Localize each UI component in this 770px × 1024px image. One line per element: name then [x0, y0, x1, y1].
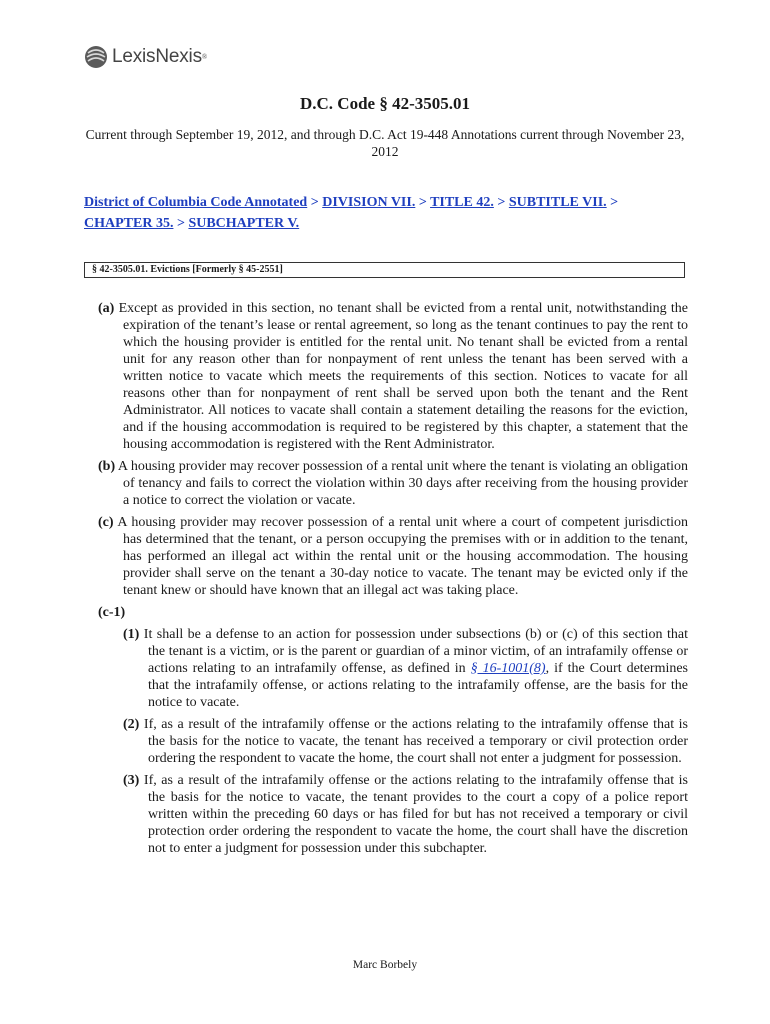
subparagraph-label: (1): [123, 627, 140, 642]
paragraph-label: (c): [98, 515, 114, 530]
section-heading: § 42-3505.01. Evictions [Formerly § 45-2551]: [84, 262, 685, 278]
breadcrumb-separator: >: [497, 195, 506, 210]
paragraph-a: [98, 300, 688, 453]
breadcrumb-item-subchapter[interactable]: SUBCHAPTER V.: [188, 216, 300, 231]
subparagraph-text-continued: , if the Court determines that the intrafamily offense, or actions relating to the intrafamily offense, are the basis for the notice to vacate.: [148, 661, 689, 710]
paragraph-label: (c-1): [98, 605, 126, 620]
statute-body: [98, 300, 688, 862]
paragraph-label: (b): [98, 459, 116, 474]
breadcrumb-item-dc-code[interactable]: District of Columbia Code Annotated: [84, 195, 308, 210]
paragraph-label: (a): [98, 301, 115, 316]
breadcrumb-separator: >: [418, 195, 427, 210]
subparagraph-text: If, as a result of the intrafamily offense or the actions relating to the intrafamily offense that is the basis for the notice to vacate, the tenant has received a temporary or civil protection order ordering the respondent to vacate the home, the court shall not enter a judgment for possession.: [143, 717, 688, 766]
breadcrumb-item-chapter[interactable]: CHAPTER 35.: [84, 216, 174, 231]
breadcrumb-item-title[interactable]: TITLE 42.: [430, 195, 494, 210]
subparagraph-text: If, as a result of the intrafamily offense or the actions relating to the intrafamily offense that is the basis for the notice to vacate, the tenant provides to the court a copy of a police report written within the preceding 60 days or has filed for but has not received a temporary or civil protection order ordering the respondent to vacate the home, the court shall have the discretion not to enter a judgment for possession under this subchapter.: [143, 773, 688, 856]
paragraph-text: A housing provider may recover possession of a rental unit where the tenant is violating an obligation of tenancy and fails to correct the violation within 30 days after receiving from the housing provider a notice to correct the violation or vacate.: [117, 459, 689, 508]
lexisnexis-globe-icon: [84, 45, 108, 69]
breadcrumb-separator: >: [610, 195, 619, 210]
paragraph-text: Except as provided in this section, no tenant shall be evicted from a rental unit, notwithstanding the expiration of the tenant’s lease or rental agreement, so long as the tenant continues to pay the rent to which the housing provider is entitled for the rental unit. No tenant shall be evicted from a rental unit for any reason other than for nonpayment of rent unless the tenant has been served with a written notice to vacate which meets the requirements of this section. Notices to vacate for all reasons other than for nonpayment of rent shall be served upon both the tenant and the Rent Administrator. All notices to vacate shall contain a statement detailing the reasons for the eviction, and if the housing accommodation is required to be registered by this chapter, a statement that the housing accommodation is registered with the Rent Administrator.: [118, 301, 688, 452]
paragraph-text: A housing provider may recover possession of a rental unit where a court of competent jurisdiction has determined that the tenant, or a person occupying the premises with or in addition to the tenant, has performed an illegal act within the rental unit or the housing accommodation. The housing provider shall serve on the tenant a 30-day notice to vacate. The tenant may be evicted only if the tenant knew or should have known that an illegal act was taking place.: [117, 515, 688, 598]
paragraph-b: [98, 458, 688, 509]
subparagraph-label: (3): [123, 773, 140, 788]
subparagraph-label: (2): [123, 717, 140, 732]
document-title: D.C. Code § 42-3505.01: [300, 94, 470, 113]
paragraph-c-1: [98, 604, 688, 621]
breadcrumb: [84, 192, 684, 234]
breadcrumb-item-subtitle[interactable]: SUBTITLE VII.: [508, 195, 607, 210]
lexisnexis-logo: [84, 44, 207, 70]
breadcrumb-separator: >: [310, 195, 319, 210]
currency-statement: Current through September 19, 2012, and through D.C. Act 19-448 Annotations current through November 23, 2012: [85, 127, 685, 159]
statute-link-16-1001[interactable]: § 16-1001(8): [470, 661, 546, 676]
subparagraph-3: [123, 772, 688, 857]
subparagraph-1: [123, 626, 688, 711]
paragraph-c: [98, 514, 688, 599]
subparagraph-2: [123, 716, 688, 767]
breadcrumb-separator: >: [176, 216, 185, 231]
page-footer: Marc Borbely: [352, 959, 418, 971]
paragraph-c-1-subitems: [98, 626, 688, 857]
brand-reg-mark: ®: [201, 53, 208, 61]
breadcrumb-item-division[interactable]: DIVISION VII.: [322, 195, 416, 210]
subparagraph-text: It shall be a defense to an action for possession under subsections (b) or (c) of this section that the tenant is a victim, or is the parent or guardian of a minor victim, of an intrafamily offense or actions relating to an intrafamily offense, as defined in: [143, 627, 688, 676]
brand-name: LexisNexis: [112, 46, 202, 67]
